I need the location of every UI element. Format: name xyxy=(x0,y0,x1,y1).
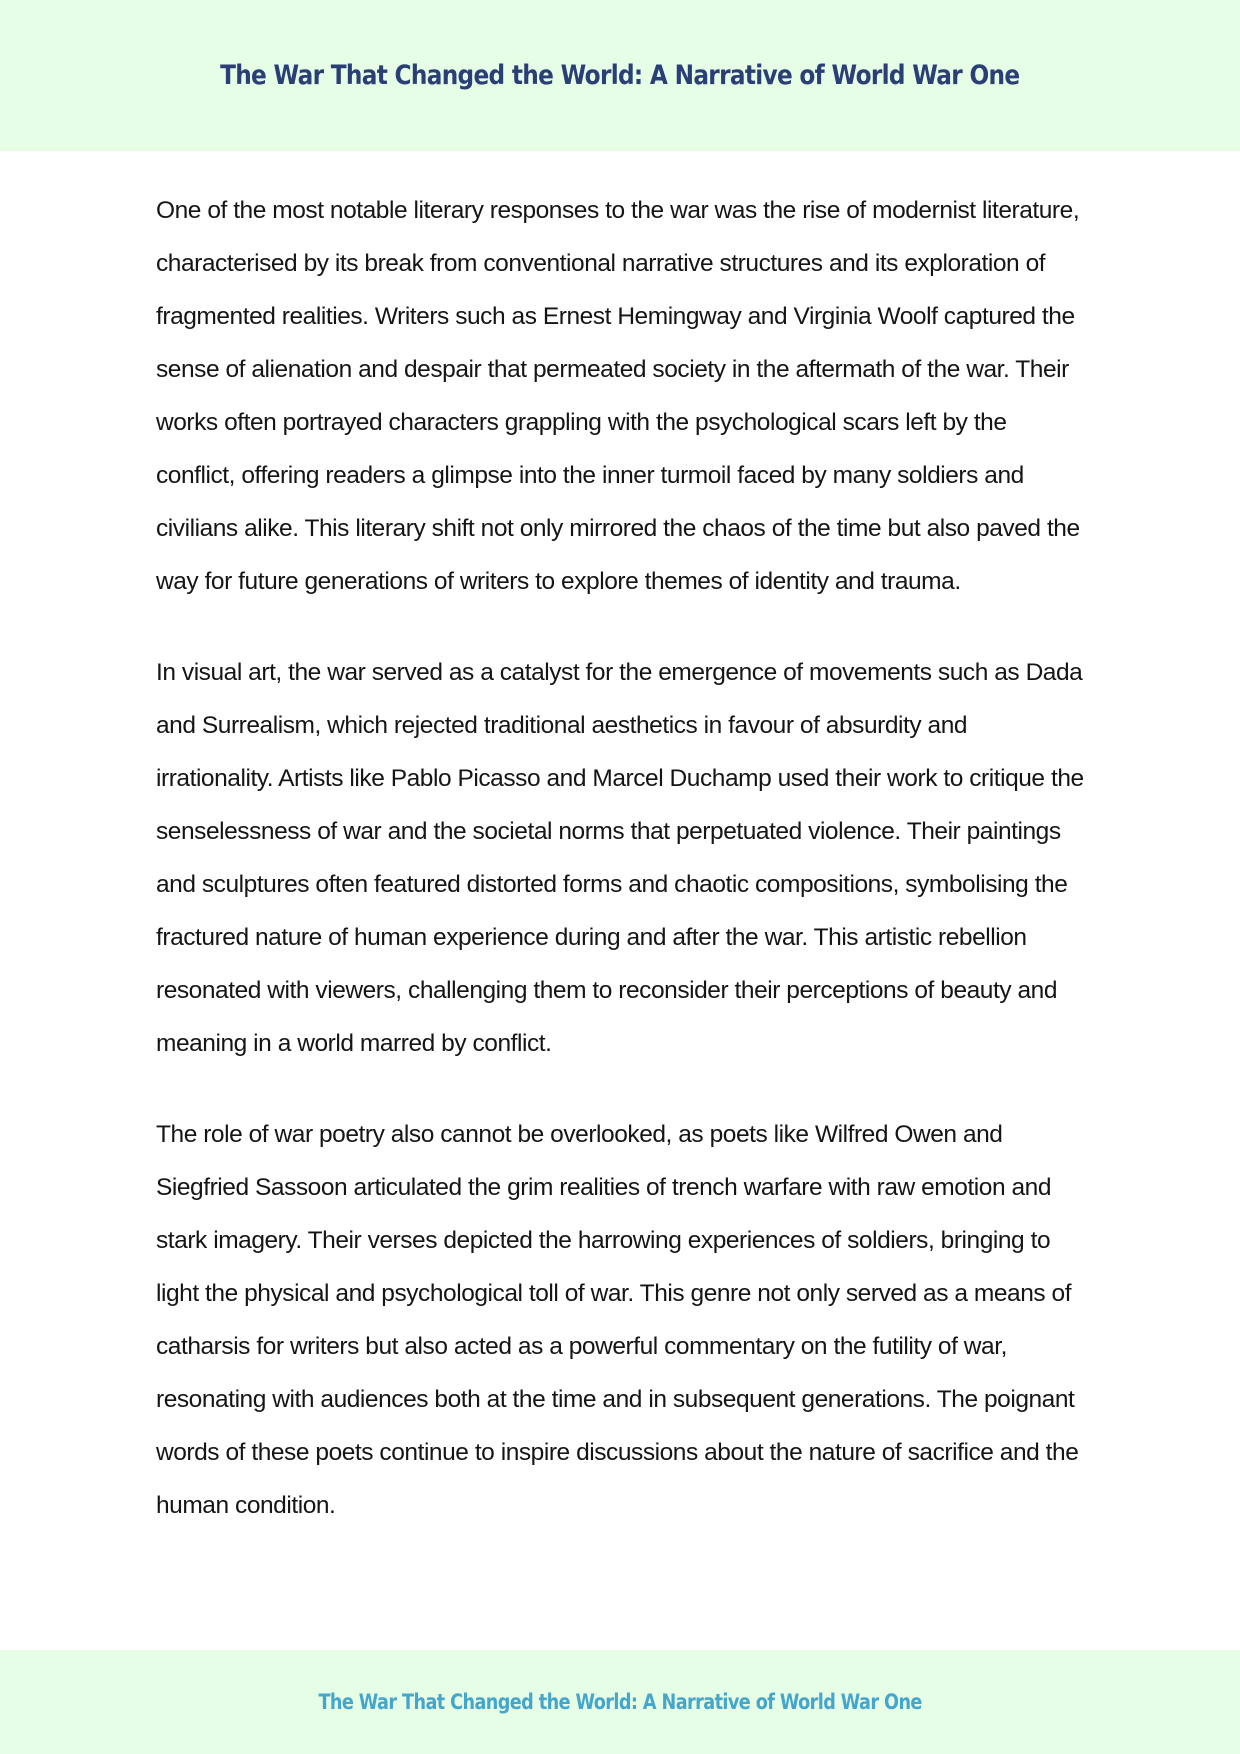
paragraph-war-poetry: The role of war poetry also cannot be overlooked, as poets like Wilfred Owen and Siegfried Sassoon articulated the grim realities of trench warfare with raw emotion and stark imagery. Their verses depicted the harrowing experiences of soldiers, bringing to light the physical and psychological toll of war. This genre not only served as a means of catharsis for writers but also acted as a powerful commentary on the futility of war, resonating with audiences both at the time and in subsequent generations. The poignant words of these poets continue to inspire discussions about the nature of sacrifice and the human condition. xyxy=(156,1121,1079,1519)
footer-title: The War That Changed the World: A Narrative of World War One xyxy=(318,1690,922,1714)
page-footer xyxy=(0,1650,1240,1754)
page-header xyxy=(0,0,1240,151)
document-body xyxy=(156,184,1086,1570)
page-title: The War That Changed the World: A Narrative of World War One xyxy=(220,60,1020,91)
paragraph-literature: One of the most notable literary responses to the war was the rise of modernist literature, characterised by its break from conventional narrative structures and its exploration of fragmented realities. Writers such as Ernest Hemingway and Virginia Woolf captured the sense of alienation and despair that permeated society in the aftermath of the war. Their works often portrayed characters grappling with the psychological scars left by the conflict, offering readers a glimpse into the inner turmoil faced by many soldiers and civilians alike. This literary shift not only mirrored the chaos of the time but also paved the way for future generations of writers to explore themes of identity and trauma. xyxy=(156,197,1080,595)
paragraph-visual-art: In visual art, the war served as a catalyst for the emergence of movements such as Dada and Surrealism, which rejected traditional aesthetics in favour of absurdity and irrationality. Artists like Pablo Picasso and Marcel Duchamp used their work to critique the senselessness of war and the societal norms that perpetuated violence. Their paintings and sculptures often featured distorted forms and chaotic compositions, symbolising the fractured nature of human experience during and after the war. This artistic rebellion resonated with viewers, challenging them to reconsider their perceptions of beauty and meaning in a world marred by conflict. xyxy=(156,659,1084,1057)
